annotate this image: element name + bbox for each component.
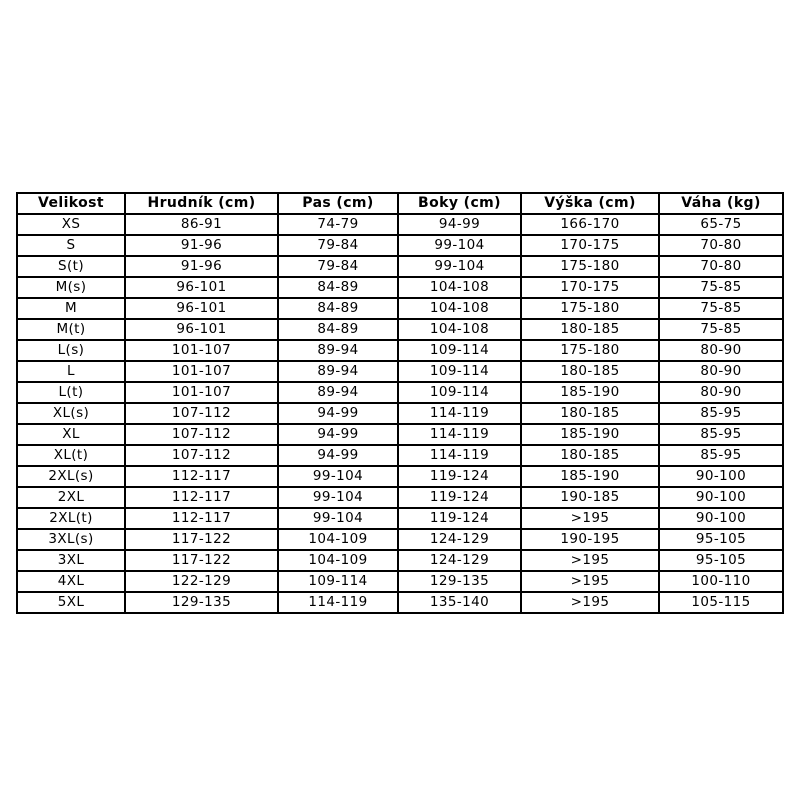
value-cell: 190-195 [521,529,659,550]
value-cell: 89-94 [278,340,398,361]
value-cell: 175-180 [521,298,659,319]
table-row [17,529,783,550]
value-cell: 112-117 [125,508,278,529]
size-cell: XL(s) [17,403,125,424]
value-cell: 99-104 [398,256,521,277]
table-row [17,466,783,487]
size-cell: 2XL(t) [17,508,125,529]
value-cell: 122-129 [125,571,278,592]
value-cell: 85-95 [659,424,783,445]
value-cell: 75-85 [659,319,783,340]
table-row [17,319,783,340]
value-cell: 89-94 [278,361,398,382]
table-row [17,571,783,592]
size-cell: 3XL(s) [17,529,125,550]
value-cell: 96-101 [125,319,278,340]
value-cell: 124-129 [398,550,521,571]
value-cell: 80-90 [659,361,783,382]
value-cell: 90-100 [659,466,783,487]
value-cell: 185-190 [521,424,659,445]
column-header: Výška (cm) [521,193,659,214]
column-header: Hrudník (cm) [125,193,278,214]
value-cell: 70-80 [659,235,783,256]
value-cell: >195 [521,550,659,571]
value-cell: 112-117 [125,466,278,487]
value-cell: 114-119 [398,424,521,445]
size-cell: 2XL(s) [17,466,125,487]
table-row [17,592,783,613]
value-cell: 109-114 [398,382,521,403]
value-cell: 104-109 [278,529,398,550]
table-row [17,235,783,256]
value-cell: 180-185 [521,319,659,340]
value-cell: 79-84 [278,256,398,277]
value-cell: 94-99 [278,445,398,466]
value-cell: 86-91 [125,214,278,235]
value-cell: 94-99 [278,424,398,445]
value-cell: 117-122 [125,550,278,571]
value-cell: 75-85 [659,277,783,298]
value-cell: 85-95 [659,445,783,466]
value-cell: 70-80 [659,256,783,277]
value-cell: >195 [521,571,659,592]
value-cell: 180-185 [521,403,659,424]
value-cell: 119-124 [398,508,521,529]
column-header: Pas (cm) [278,193,398,214]
header-row [17,193,783,214]
value-cell: 89-94 [278,382,398,403]
value-cell: 104-108 [398,277,521,298]
table-row [17,277,783,298]
value-cell: 91-96 [125,235,278,256]
value-cell: 80-90 [659,340,783,361]
size-cell: S [17,235,125,256]
value-cell: 99-104 [398,235,521,256]
size-cell: 3XL [17,550,125,571]
value-cell: 180-185 [521,361,659,382]
table-row [17,508,783,529]
value-cell: 99-104 [278,508,398,529]
value-cell: 114-119 [398,403,521,424]
size-cell: L(t) [17,382,125,403]
size-cell: 5XL [17,592,125,613]
value-cell: 112-117 [125,487,278,508]
value-cell: 99-104 [278,466,398,487]
value-cell: 84-89 [278,319,398,340]
value-cell: 119-124 [398,466,521,487]
value-cell: 109-114 [398,361,521,382]
value-cell: 185-190 [521,466,659,487]
size-cell: 2XL [17,487,125,508]
value-cell: 99-104 [278,487,398,508]
size-cell: XL(t) [17,445,125,466]
value-cell: 105-115 [659,592,783,613]
table-row [17,214,783,235]
value-cell: 104-108 [398,319,521,340]
value-cell: 107-112 [125,445,278,466]
value-cell: 190-185 [521,487,659,508]
table-row [17,361,783,382]
value-cell: 94-99 [398,214,521,235]
value-cell: 109-114 [398,340,521,361]
value-cell: 96-101 [125,277,278,298]
size-cell: L [17,361,125,382]
value-cell: 95-105 [659,529,783,550]
value-cell: 180-185 [521,445,659,466]
size-cell: XL [17,424,125,445]
table-row [17,382,783,403]
value-cell: 75-85 [659,298,783,319]
value-cell: >195 [521,592,659,613]
table-row [17,403,783,424]
table-row [17,550,783,571]
table-row [17,298,783,319]
value-cell: 94-99 [278,403,398,424]
value-cell: 114-119 [278,592,398,613]
value-cell: 101-107 [125,361,278,382]
value-cell: 104-109 [278,550,398,571]
value-cell: 100-110 [659,571,783,592]
value-cell: 175-180 [521,340,659,361]
value-cell: 107-112 [125,424,278,445]
column-header: Velikost [17,193,125,214]
value-cell: 91-96 [125,256,278,277]
value-cell: 104-108 [398,298,521,319]
value-cell: 90-100 [659,487,783,508]
value-cell: 170-175 [521,277,659,298]
column-header: Váha (kg) [659,193,783,214]
table-row [17,340,783,361]
value-cell: 84-89 [278,277,398,298]
value-cell: 101-107 [125,382,278,403]
value-cell: 185-190 [521,382,659,403]
value-cell: 96-101 [125,298,278,319]
value-cell: >195 [521,508,659,529]
size-cell: XS [17,214,125,235]
value-cell: 84-89 [278,298,398,319]
value-cell: 129-135 [125,592,278,613]
value-cell: 117-122 [125,529,278,550]
value-cell: 175-180 [521,256,659,277]
value-cell: 107-112 [125,403,278,424]
size-cell: M(t) [17,319,125,340]
value-cell: 119-124 [398,487,521,508]
value-cell: 114-119 [398,445,521,466]
size-cell: L(s) [17,340,125,361]
value-cell: 101-107 [125,340,278,361]
table-body [17,214,783,613]
value-cell: 124-129 [398,529,521,550]
value-cell: 95-105 [659,550,783,571]
size-cell: M(s) [17,277,125,298]
value-cell: 135-140 [398,592,521,613]
table-row [17,445,783,466]
value-cell: 85-95 [659,403,783,424]
size-chart-container [16,192,782,614]
value-cell: 65-75 [659,214,783,235]
value-cell: 129-135 [398,571,521,592]
size-cell: 4XL [17,571,125,592]
size-cell: M [17,298,125,319]
size-chart-table [16,192,784,614]
value-cell: 90-100 [659,508,783,529]
column-header: Boky (cm) [398,193,521,214]
table-row [17,424,783,445]
value-cell: 109-114 [278,571,398,592]
value-cell: 170-175 [521,235,659,256]
size-cell: S(t) [17,256,125,277]
value-cell: 80-90 [659,382,783,403]
table-row [17,256,783,277]
value-cell: 74-79 [278,214,398,235]
value-cell: 79-84 [278,235,398,256]
table-row [17,487,783,508]
value-cell: 166-170 [521,214,659,235]
